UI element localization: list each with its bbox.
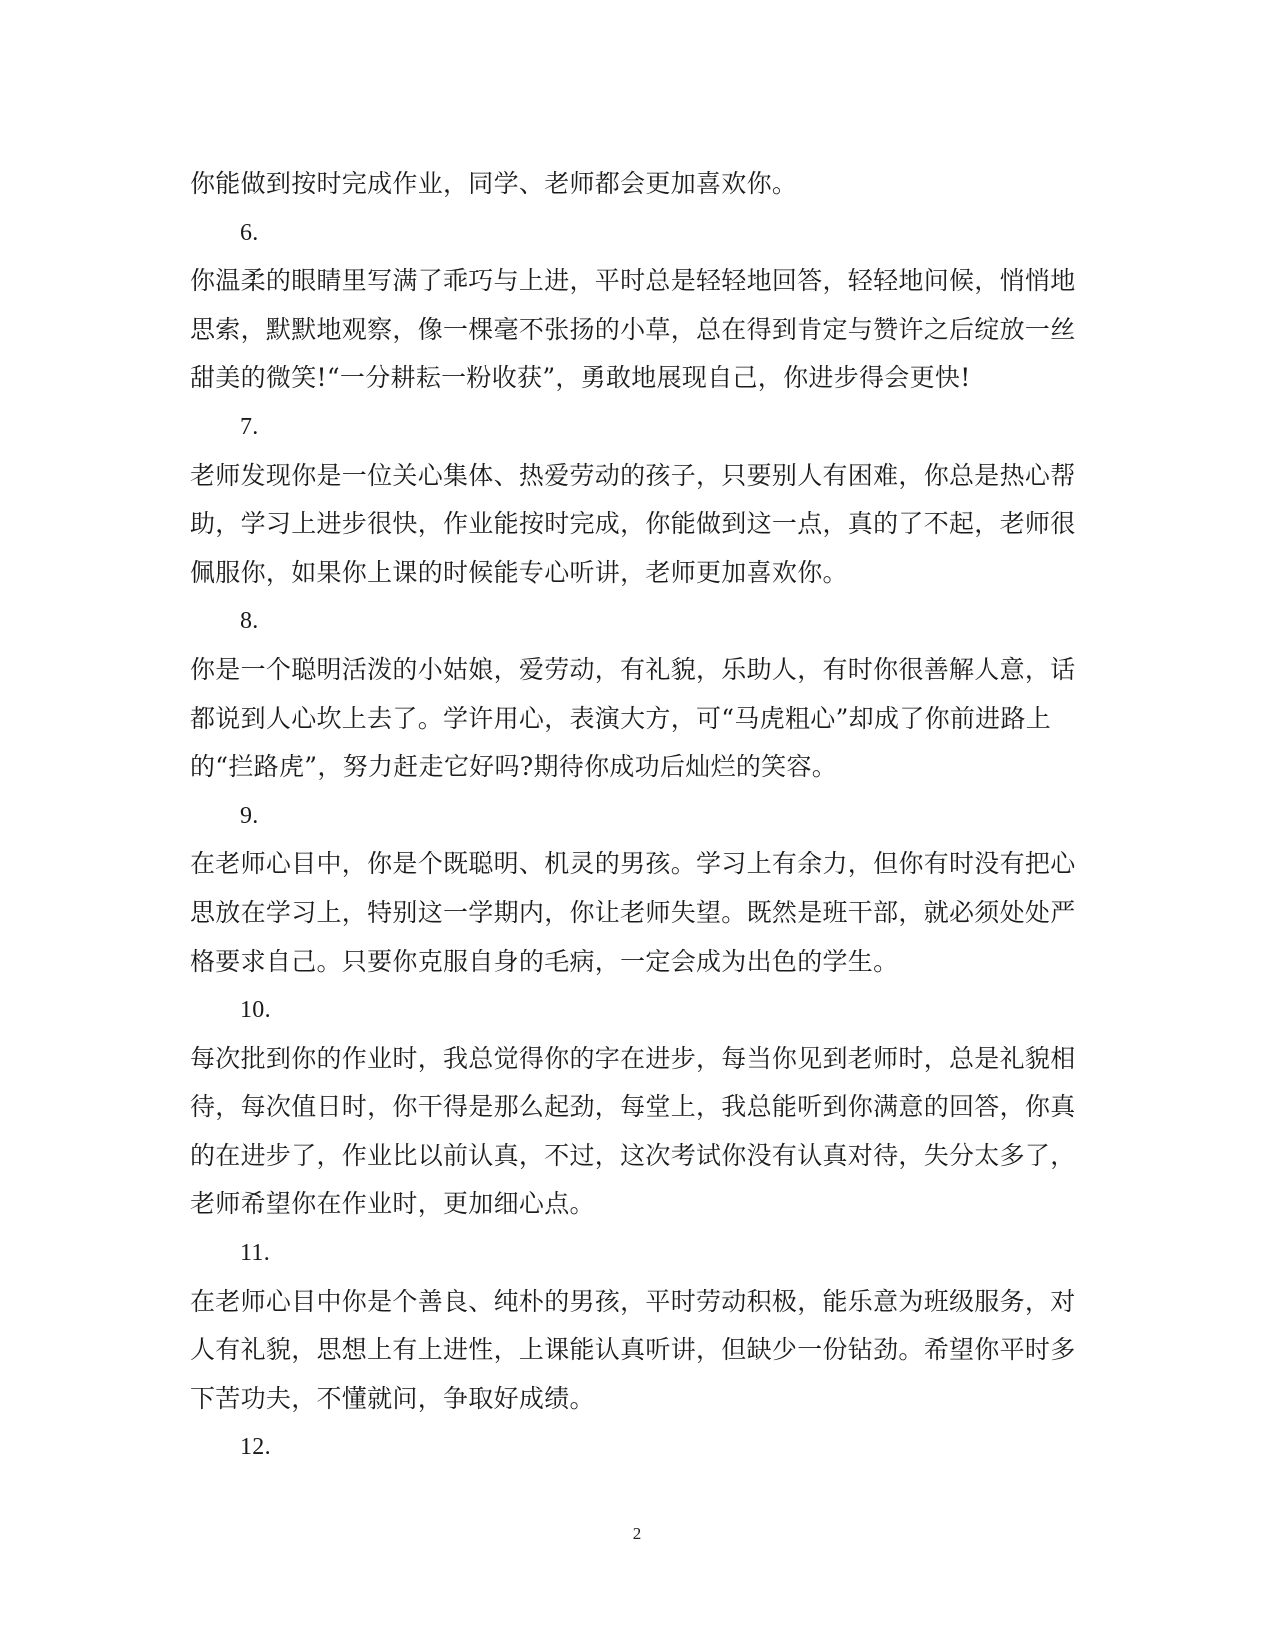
page-number: 2 [632,1524,642,1543]
body-text-line: 人有礼貌，思想上有上进性，上课能认真听讲，但缺少一份钻劲。希望你平时多 [190,1335,1076,1365]
item-number: 9. [240,802,259,829]
item-number: 7. [240,413,259,440]
body-text-line: 你温柔的眼睛里写满了乖巧与上进，平时总是轻轻地回答，轻轻地问候，悄悄地 [190,266,1076,296]
body-text-line: 你能做到按时完成作业，同学、老师都会更加喜欢你。 [190,169,798,198]
body-text-line: 格要求自己。只要你克服自身的毛病，一定会成为出色的学生。 [190,946,899,976]
body-text-line: 待，每次值日时，你干得是那么起劲，每堂上，我总能听到你满意的回答，你真 [190,1092,1076,1122]
body-text-line: 你是一个聪明活泼的小姑娘，爱劳动，有礼貌，乐助人，有时你很善解人意，话 [190,654,1076,684]
body-text-line: 佩服你，如果你上课的时候能专心听讲，老师更加喜欢你。 [190,557,848,587]
body-text-line: 的“拦路虎”，努力赶走它好吗?期待你成功后灿烂的笑容。 [190,752,838,782]
item-number: 11. [240,1240,271,1267]
body-text-line: 在老师心目中，你是个既聪明、机灵的男孩。学习上有余力，但你有时没有把心 [190,849,1076,879]
item-number: 10. [240,997,271,1024]
body-text-line: 在老师心目中你是个善良、纯朴的男孩，平时劳动积极，能乐意为班级服务，对 [190,1286,1076,1316]
body-text-line: 的在进步了，作业比以前认真，不过，这次考试你没有认真对待，失分太多了， [190,1140,1076,1170]
body-text-line: 都说到人心坎上去了。学许用心，表演大方，可“马虎粗心”却成了你前进路上 [190,703,1052,733]
item-number: 12. [240,1434,271,1461]
body-text-line: 思放在学习上，特别这一学期内，你让老师失望。既然是班干部，就必须处处严 [190,897,1076,927]
body-text-line: 甜美的微笑!“一分耕耘一粉收获”，勇敢地展现自己，你进步得会更快! [190,363,971,393]
body-text-line: 助，学习上进步很快，作业能按时完成，你能做到这一点，真的了不起，老师很 [190,509,1076,539]
body-text-line: 老师希望你在作业时，更加细心点。 [190,1189,595,1219]
body-text-line: 思索，默默地观察，像一棵毫不张扬的小草，总在得到肯定与赞许之后绽放一丝 [190,314,1076,344]
body-text-line: 每次批到你的作业时，我总觉得你的字在进步，每当你见到老师时，总是礼貌相 [190,1043,1076,1073]
document-body [190,160,1076,1472]
item-number: 8. [240,608,259,635]
body-text-line: 下苦功夫，不懂就问，争取好成绩。 [190,1383,595,1413]
item-number: 6. [240,219,259,246]
body-text-line: 老师发现你是一位关心集体、热爱劳动的孩子，只要别人有困难，你总是热心帮 [190,460,1076,490]
